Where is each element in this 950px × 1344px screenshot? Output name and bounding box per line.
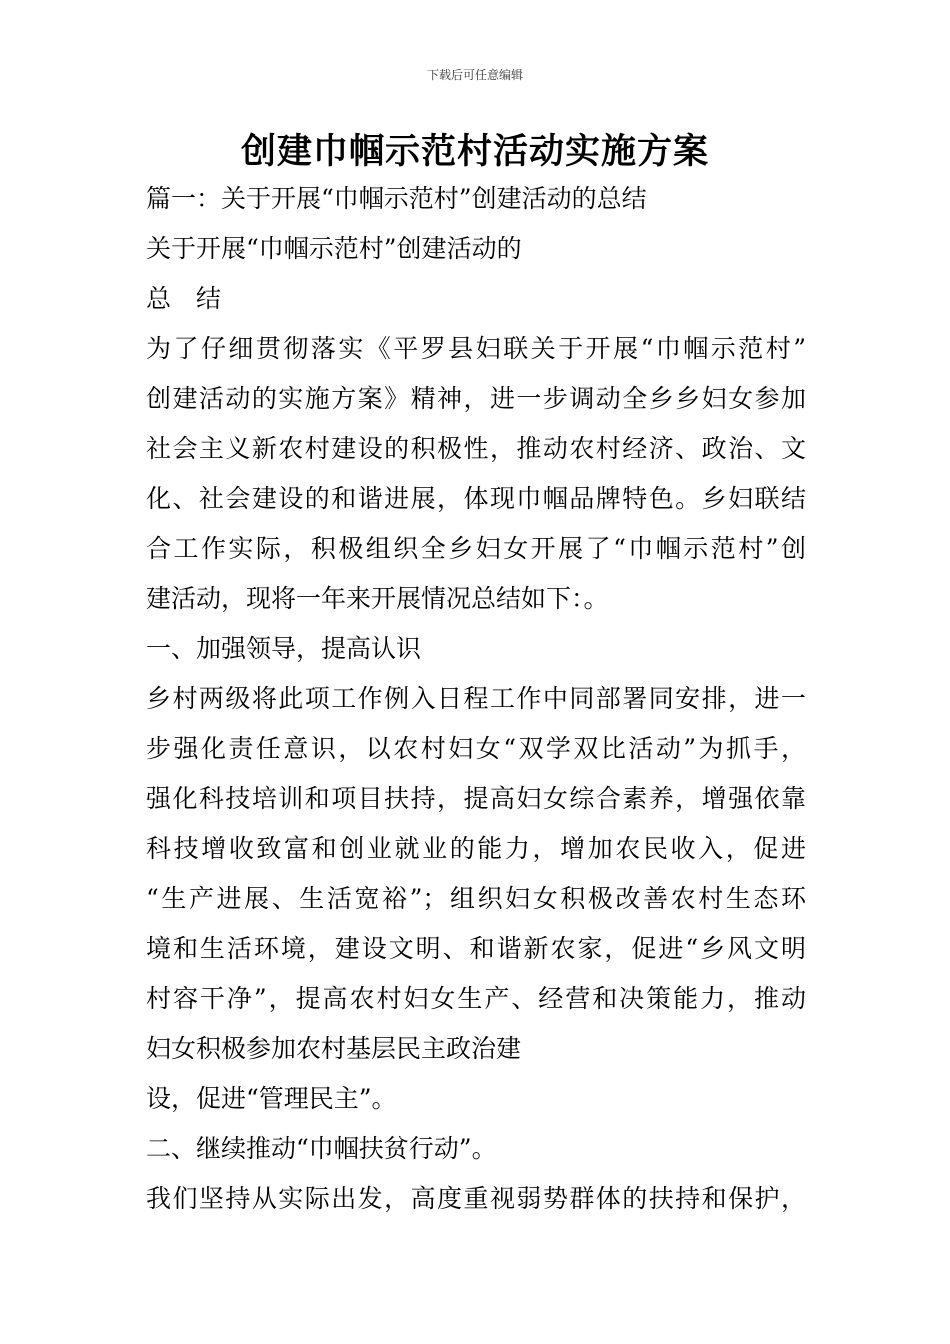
body-line: 我们坚持从实际出发，高度重视弱势群体的扶持和保护，: [146, 1184, 806, 1213]
section-heading: 篇一：关于开展“巾帼示范村”创建活动的总结: [146, 184, 647, 213]
subtitle-line: 关于开展“巾帼示范村”创建活动的: [146, 234, 522, 263]
body-line: “生产进展、生活宽裕”；组织妇女积极改善农村生态环: [146, 884, 806, 913]
section-heading: 一、加强领导，提高认识: [146, 634, 422, 663]
header-note: 下载后可任意编辑: [426, 68, 523, 82]
body-line: 化、社会建设的和谐进展，体现巾帼品牌特色。乡妇联结: [146, 484, 806, 513]
body-line: 社会主义新农村建设的积极性，推动农村经济、政治、文: [146, 434, 806, 463]
body-line: 创建活动的实施方案》精神，进一步调动全乡乡妇女参加: [146, 384, 806, 413]
document-title: 创建巾帼示范村活动实施方案: [240, 132, 709, 172]
body-line: 妇女积极参加农村基层民主政治建: [146, 1034, 522, 1063]
body-line: 设，促进“管理民主”。: [146, 1084, 397, 1113]
body-line: 境和生活环境，建设文明、和谐新农家，促进“乡风文明: [146, 934, 806, 963]
body-line: 科技增收致富和创业就业的能力，增加农民收入，促进: [146, 834, 806, 863]
section-heading: 二、继续推动“巾帼扶贫行动”。: [146, 1134, 497, 1163]
body-line: 为了仔细贯彻落实《平罗县妇联关于开展“巾帼示范村”: [146, 334, 806, 363]
body-line: 村容干净”，提高农村妇女生产、经营和决策能力，推动: [146, 984, 806, 1013]
body-line: 步强化责任意识，以农村妇女“双学双比活动”为抓手，: [146, 734, 806, 763]
subtitle-line: 总 结: [146, 284, 222, 313]
body-line: 建活动，现将一年来开展情况总结如下：。: [146, 584, 609, 613]
body-line: 强化科技培训和项目扶持，提高妇女综合素养，增强依靠: [146, 784, 806, 813]
body-line: 乡村两级将此项工作例入日程工作中同部署同安排，进一: [146, 684, 806, 713]
body-line: 合工作实际，积极组织全乡妇女开展了“巾帼示范村”创: [146, 534, 806, 563]
